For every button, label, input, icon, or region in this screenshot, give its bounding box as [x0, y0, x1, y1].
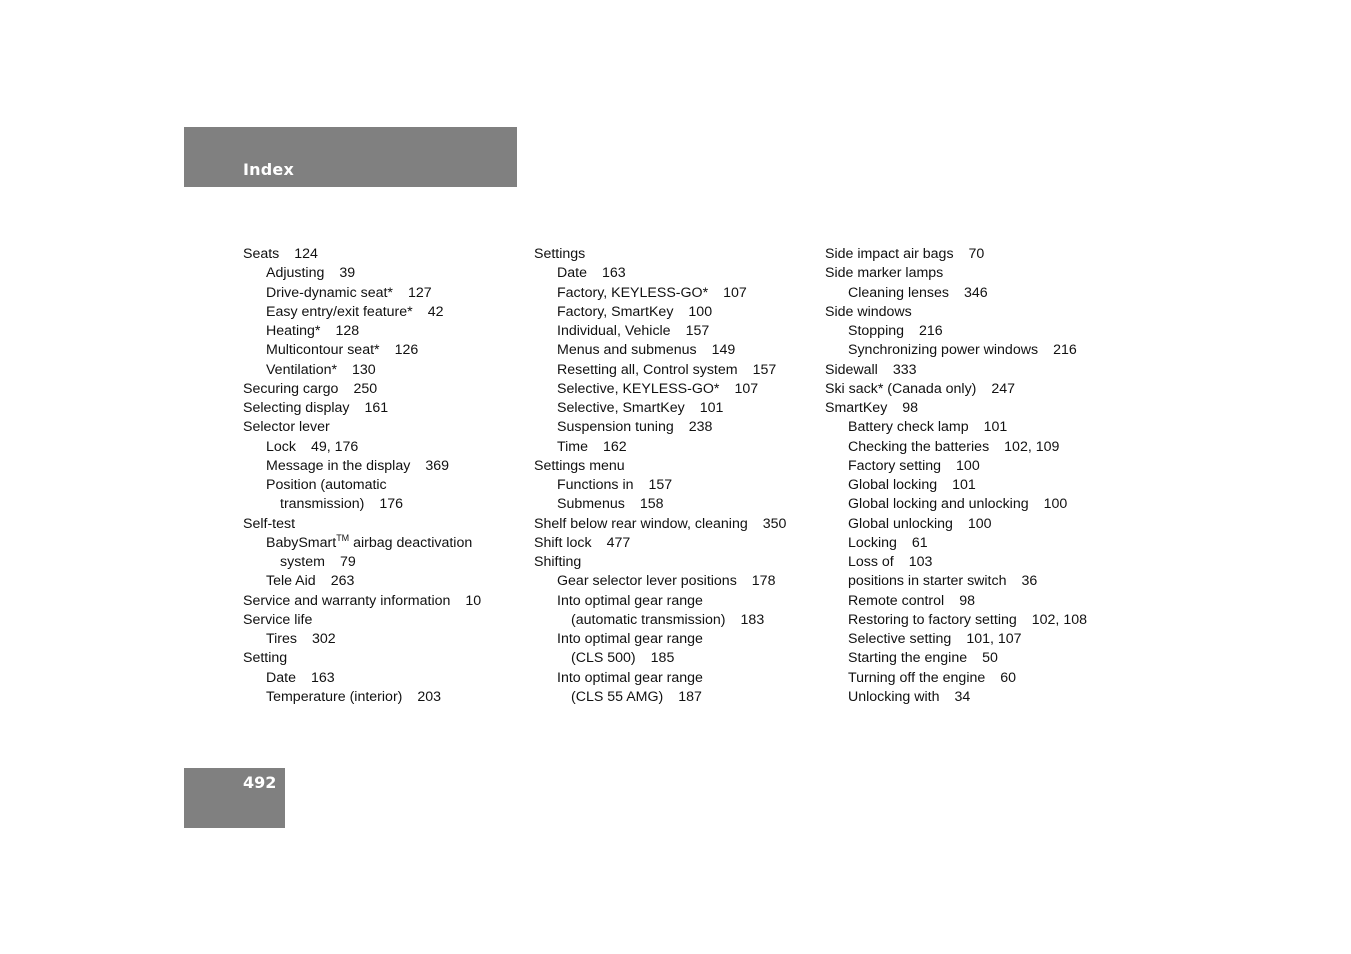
index-entry — [243, 341, 513, 360]
index-term: Loss of — [848, 554, 894, 570]
index-entry — [243, 515, 513, 534]
index-term: Checking the batteries — [848, 438, 990, 455]
index-entry — [243, 495, 513, 514]
index-term: Global locking — [848, 477, 938, 493]
index-page-ref: 100 — [1043, 496, 1068, 513]
index-page-ref: 49, 176 — [310, 438, 359, 455]
index-term: Shelf below rear window, cleaning — [534, 515, 748, 532]
index-entry — [534, 515, 814, 534]
index-entry — [243, 361, 513, 380]
index-entry — [825, 649, 1125, 668]
index-term: Multicontour seat* — [266, 342, 380, 359]
index-page-ref: 161 — [364, 400, 389, 416]
index-page-ref: 369 — [425, 457, 449, 474]
index-entry — [825, 418, 1125, 437]
index-entry — [825, 264, 1125, 283]
index-term: Factory, KEYLESS-GO* — [557, 284, 709, 301]
index-term: Submenus — [557, 496, 625, 513]
index-entry — [243, 669, 513, 688]
index-term: Securing cargo — [243, 380, 339, 397]
index-page-ref: 102, 108 — [1031, 611, 1087, 628]
index-page-ref: 127 — [407, 284, 432, 301]
index-page-ref: 10 — [465, 592, 482, 609]
index-term: Into optimal gear range — [557, 631, 703, 647]
index-term: transmission) — [280, 496, 365, 513]
index-term: Unlocking with — [848, 688, 940, 705]
index-page-ref: 128 — [335, 323, 360, 339]
index-entry — [825, 476, 1125, 495]
index-entry — [243, 553, 513, 572]
index-entry — [825, 438, 1125, 457]
index-term: SmartKey — [825, 400, 888, 416]
page-number: 492 — [243, 773, 277, 792]
index-term: Into optimal gear range — [557, 592, 703, 609]
index-entry — [534, 630, 814, 649]
index-page-ref: 36 — [1021, 573, 1038, 590]
index-page-ref: 42 — [427, 303, 444, 320]
index-term: Gear selector lever positions — [557, 573, 737, 590]
index-entry — [825, 572, 1125, 591]
index-entry — [243, 630, 513, 649]
index-term: Battery check lamp — [848, 419, 969, 436]
index-entry — [243, 534, 513, 553]
index-term: Starting the engine — [848, 650, 968, 667]
index-term: Message in the display — [266, 457, 411, 474]
index-term: Settings menu — [534, 457, 625, 474]
index-term: Global unlocking — [848, 515, 953, 532]
index-entry — [534, 264, 814, 283]
index-page-ref: 126 — [394, 342, 419, 359]
index-entry — [825, 399, 1125, 418]
index-entry — [534, 476, 814, 495]
index-term: Tele Aid — [266, 573, 316, 590]
index-term: Ventilation* — [266, 361, 337, 378]
index-term-continued: airbag deactivation — [349, 534, 473, 551]
index-term: Shift lock — [534, 534, 592, 551]
index-page-ref: 346 — [963, 284, 988, 301]
index-entry — [825, 457, 1125, 476]
index-entry — [243, 457, 513, 476]
index-entry — [825, 245, 1125, 264]
index-term: Locking — [848, 534, 897, 551]
index-entry — [534, 553, 814, 572]
index-entry — [243, 611, 513, 630]
index-term: Settings — [534, 246, 586, 262]
index-page-ref: 100 — [956, 457, 980, 474]
index-entry — [825, 688, 1125, 707]
index-entry — [534, 649, 814, 668]
index-term: BabySmart — [266, 534, 337, 551]
index-page-ref: 101 — [983, 419, 1008, 436]
index-page-ref: 163 — [310, 669, 335, 686]
index-term: Remote control — [848, 592, 945, 609]
index-term: Cleaning lenses — [848, 284, 949, 301]
index-entry — [825, 553, 1125, 572]
index-page-ref: 39 — [339, 265, 356, 282]
index-entry — [534, 438, 814, 457]
index-entry — [534, 361, 814, 380]
index-page-ref: 250 — [353, 380, 378, 397]
index-entry — [534, 495, 814, 514]
index-entry — [825, 534, 1125, 553]
index-term: Side windows — [825, 303, 912, 320]
index-page-ref: 98 — [902, 400, 919, 416]
index-entry — [825, 592, 1125, 611]
index-term: Tires — [266, 631, 298, 647]
index-entry — [243, 592, 513, 611]
index-page-ref: 183 — [740, 611, 765, 628]
index-term: Menus and submenus — [557, 342, 697, 359]
index-term: Service life — [243, 611, 313, 628]
index-page-ref: 101, 107 — [966, 631, 1022, 647]
index-entry — [534, 572, 814, 591]
index-term: (CLS 500) — [571, 650, 636, 667]
index-entry — [825, 515, 1125, 534]
index-term: Sidewall — [825, 361, 878, 378]
index-page-ref: 101 — [699, 400, 724, 416]
index-entry — [534, 322, 814, 341]
index-term: Time — [557, 438, 589, 455]
index-entry — [534, 341, 814, 360]
index-term: Service and warranty information — [243, 592, 451, 609]
index-entry — [825, 303, 1125, 322]
index-term: Adjusting — [266, 265, 325, 282]
index-page-ref: 203 — [417, 688, 442, 705]
index-entry — [534, 245, 814, 264]
index-term: Global locking and unlocking — [848, 496, 1029, 513]
index-entry — [534, 611, 814, 630]
index-term: Suspension tuning — [557, 419, 674, 436]
index-page-ref: 157 — [752, 361, 777, 378]
index-page-ref: 60 — [1000, 669, 1017, 686]
index-entry — [243, 245, 513, 264]
index-entry — [243, 380, 513, 399]
index-entry — [243, 438, 513, 457]
index-page-ref: 178 — [751, 573, 776, 590]
index-entry — [534, 284, 814, 303]
index-term: Seats — [243, 246, 280, 262]
index-term: Self-test — [243, 515, 296, 532]
index-entry — [825, 284, 1125, 303]
index-page-ref: 185 — [650, 650, 675, 667]
index-page-ref: 102, 109 — [1004, 438, 1060, 455]
index-term: Setting — [243, 650, 288, 667]
index-entry — [243, 264, 513, 283]
index-term: (CLS 55 AMG) — [571, 688, 664, 705]
index-entry — [534, 303, 814, 322]
index-term: Ski sack* (Canada only) — [825, 380, 977, 397]
index-page-ref: 157 — [648, 477, 673, 493]
index-page-ref: 238 — [688, 419, 713, 436]
index-page-ref: 101 — [952, 477, 976, 493]
index-term: Individual, Vehicle — [557, 323, 671, 339]
index-page-ref: 124 — [294, 246, 318, 262]
index-page-ref: 100 — [967, 515, 992, 532]
index-term: Selective, KEYLESS-GO* — [557, 380, 720, 397]
index-entry — [243, 418, 513, 437]
index-page-ref: 130 — [352, 361, 376, 378]
index-column-1 — [243, 245, 513, 707]
page-number-tab — [184, 768, 285, 828]
index-entry — [243, 322, 513, 341]
index-entry — [243, 399, 513, 418]
page-title: Index — [243, 160, 294, 179]
index-term: Turning off the engine — [848, 669, 986, 686]
index-term: Date — [266, 669, 296, 686]
index-term: Stopping — [848, 323, 905, 339]
index-term: Selective setting — [848, 631, 952, 647]
index-page-ref: 34 — [954, 688, 971, 705]
index-term: Restoring to factory setting — [848, 611, 1017, 628]
index-page-ref: 333 — [892, 361, 917, 378]
index-term: Functions in — [557, 477, 634, 493]
index-entry — [825, 322, 1125, 341]
index-column-2 — [534, 245, 814, 707]
index-entry — [825, 611, 1125, 630]
index-term: (automatic transmission) — [571, 611, 726, 628]
index-entry — [825, 361, 1125, 380]
index-entry — [243, 572, 513, 591]
index-term: Selecting display — [243, 400, 350, 416]
index-entry — [825, 380, 1125, 399]
index-term: Side marker lamps — [825, 265, 944, 282]
index-term: Date — [557, 265, 587, 282]
index-entry — [534, 534, 814, 553]
index-entry — [243, 476, 513, 495]
index-entry — [825, 630, 1125, 649]
index-entry — [243, 688, 513, 707]
index-entry — [825, 495, 1125, 514]
index-entry — [243, 649, 513, 668]
index-entry — [534, 380, 814, 399]
index-term: Lock — [266, 438, 296, 455]
index-page-ref: 216 — [1053, 342, 1077, 359]
index-page-ref: 61 — [911, 534, 928, 551]
index-page-ref: 162 — [603, 438, 627, 455]
index-entry — [534, 457, 814, 476]
index-page-ref: 158 — [639, 496, 664, 513]
index-term: system — [280, 554, 325, 570]
index-entry — [243, 284, 513, 303]
index-column-3 — [825, 245, 1125, 707]
index-entry — [534, 418, 814, 437]
index-term: Easy entry/exit feature* — [266, 303, 413, 320]
index-page-ref: 163 — [601, 265, 626, 282]
index-term: Resetting all, Control system — [557, 361, 738, 378]
index-page-ref: 247 — [991, 380, 1016, 397]
index-term: Drive-dynamic seat* — [266, 284, 393, 301]
index-term: Heating* — [266, 323, 321, 339]
index-term: Temperature (interior) — [266, 688, 403, 705]
index-page-ref: 50 — [982, 650, 998, 667]
index-entry — [825, 341, 1125, 360]
index-entry — [534, 688, 814, 707]
index-entry — [534, 592, 814, 611]
index-entry — [534, 399, 814, 418]
index-page-ref: 263 — [330, 573, 355, 590]
index-page-ref: 157 — [685, 323, 710, 339]
index-term: Selective, SmartKey — [557, 400, 685, 416]
trademark-superscript: TM — [336, 532, 350, 543]
index-term: Factory, SmartKey — [557, 303, 674, 320]
index-page-ref: 98 — [959, 592, 975, 609]
index-page-ref: 187 — [678, 688, 702, 705]
index-term: Position (automatic — [266, 477, 387, 493]
index-page-ref: 100 — [688, 303, 713, 320]
index-page-ref: 216 — [919, 323, 943, 339]
index-page-ref: 477 — [606, 534, 631, 551]
index-page-ref: 79 — [339, 554, 356, 570]
index-term: positions in starter switch — [848, 573, 1007, 590]
index-page-ref: 149 — [711, 342, 736, 359]
index-entry — [534, 669, 814, 688]
index-entry — [825, 669, 1125, 688]
index-page-ref: 176 — [379, 496, 404, 513]
index-page-ref: 103 — [908, 554, 933, 570]
index-page-ref: 302 — [312, 631, 336, 647]
index-term: Shifting — [534, 554, 582, 570]
index-term: Synchronizing power windows — [848, 342, 1039, 359]
index-term: Selector lever — [243, 419, 330, 436]
index-term: Side impact air bags — [825, 246, 954, 262]
index-term: Factory setting — [848, 457, 942, 474]
index-page-ref: 107 — [723, 284, 747, 301]
index-page-ref: 70 — [968, 246, 985, 262]
index-entry — [243, 303, 513, 322]
index-page-ref: 350 — [762, 515, 787, 532]
index-page-ref: 107 — [734, 380, 759, 397]
header-bar — [184, 127, 517, 187]
index-term: Into optimal gear range — [557, 669, 703, 686]
